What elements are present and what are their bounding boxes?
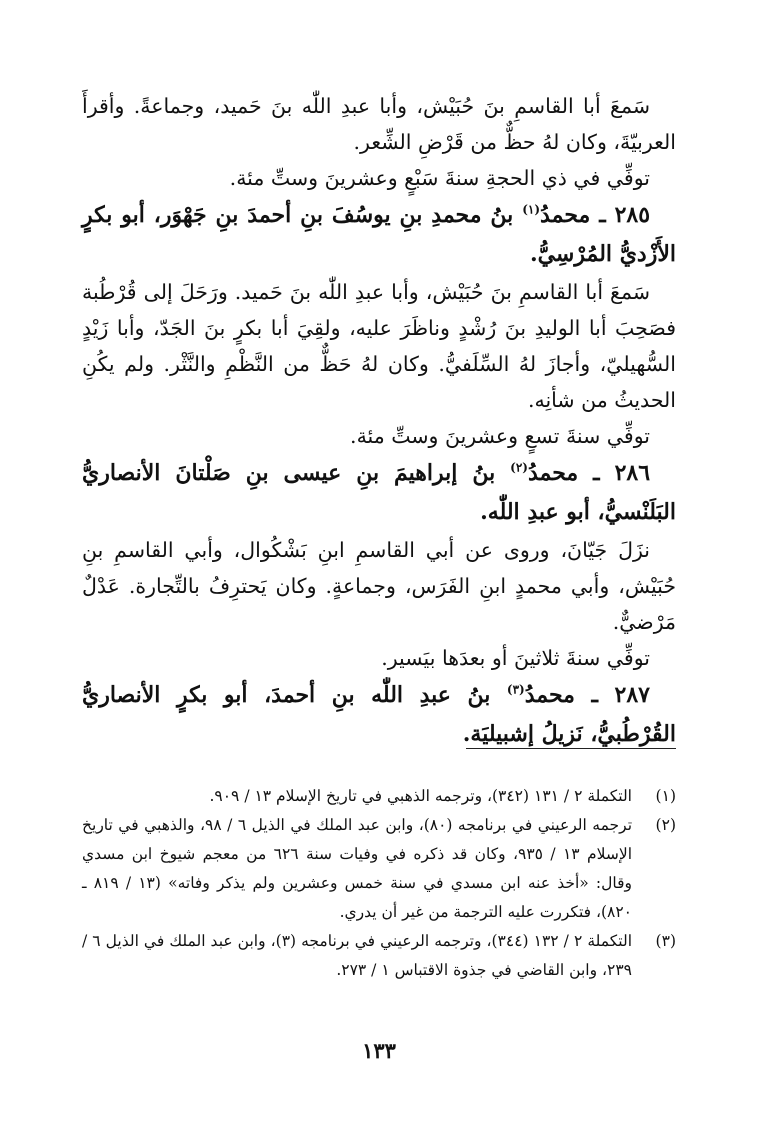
footnote-marker: (٢) — [655, 816, 676, 834]
footnote-text: ترجمه الرعيني في برنامجه (٨٠)، وابن عبد الملك في الذيل ٦ / ٩٨، والذهبي في تاريخ الإسلام ١٣ / ٩٣٥، وكان قد ذكره في وفيات سنة ٦٢٦ من معجم شيوخ ابن مسدي وقال: «أخذ عنه ابن مسدي في سنة خمس وعشرين ولم يذكر وفاته» (١٣ / ٨١٩ ـ ٨٢٠)، فتكررت عليه الترجمة من غير أن يدري. — [82, 816, 633, 921]
footnote-ref[interactable]: (٣) — [506, 682, 525, 697]
footnote-ref[interactable]: (٢) — [510, 460, 528, 475]
entry-heading-285: ٢٨٥ ـ محمدُ$^{(١)}$ بنُ محمدِ بنِ يوسُفَ بنِ أحمدَ بنِ جَهْوَر، أبو بكرٍ الأَزْديُّ المُرْسِيُّ. — [82, 202, 676, 267]
footnote-marker: (١) — [655, 787, 676, 805]
page-number: ١٣٣ — [362, 1038, 396, 1063]
footnote-ref[interactable]: (١) — [522, 202, 541, 217]
entry-heading-286: ٢٨٦ ـ محمدُ$^{(٢)}$ بنُ إبراهيمَ بنِ عيسى بنِ صَلْتانَ الأنصاريُّ البَلَنْسيُّ، أبو عبدِ اللّٰه. — [82, 460, 676, 525]
paragraph: سَمعَ أبا القاسمِ بنَ حُبَيْش، وأبا عبدِ اللّٰه بنَ حَميد. ورَحَلَ إلى قُرْطُبة فصَحِبَ أبا الوليدِ بنَ رُشْدٍ وناظَرَ عليه، ولقِيَ أبا بكرٍ بنَ الجَدّ، وأبا زَيْدٍ السُّهيليّ، وأجازَ لهُ السِّلَفيُّ. وكان لهُ حَظٌّ من النَّظْمِ والنَّثْر. ولم يكُنِ الحديثُ من شأنِه. — [82, 280, 676, 412]
footnotes — [82, 782, 676, 985]
entry-heading-287: ٢٨٧ ـ محمدُ$^{(٣)}$ بنُ عبدِ اللّٰه بنِ أحمدَ، أبو بكرٍ الأنصاريُّ القُرْطُبيُّ، نَزيلُ إشبيليَة. — [82, 682, 676, 747]
paragraph: توفِّي في ذي الحجةِ سنةَ سَبْعٍ وعشرينَ وستِّ مئة. — [229, 166, 650, 190]
paragraph: نزَلَ جَيّانَ، وروى عن أبي القاسمِ ابنِ بَشْكُوال، وأبي القاسمِ بنِ حُبَيْش، وأبي محمدٍ ابنِ الفَرَس، وجماعةٍ. وكان يَحترِفُ بالتِّجارة. عَدْلٌ مَرْضيٌّ. — [82, 538, 676, 634]
paragraph: سَمعَ أبا القاسمِ بنَ حُبَيْش، وأبا عبدِ اللّٰه بنَ حَميد، وجماعةً. وأقرأَ العربيّةَ، وكان لهُ حظٌّ من قَرْضِ الشِّعر. — [82, 94, 676, 154]
main-text — [82, 88, 676, 754]
entry-lineage: بنُ عبدِ اللّٰه بنِ أحمدَ، أبو بكرٍ الأنصاريُّ القُرْطُبيُّ، نَزيلُ إشبيليَة. — [82, 682, 676, 747]
entry-number: ٢٨٧ — [614, 682, 650, 708]
entry-lineage: بنُ محمدِ بنِ يوسُفَ بنِ أحمدَ بنِ جَهْوَر، أبو بكرٍ الأَزْديُّ المُرْسِيُّ. — [82, 202, 676, 267]
paragraph: توفِّي سنةَ ثلاثينَ أو بعدَها بيَسير. — [381, 646, 650, 670]
footnote-text: التكملة ٢ / ١٣١ (٣٤٢)، وترجمه الذهبي في تاريخ الإسلام ١٣ / ٩٠٩. — [209, 787, 632, 805]
entry-name: محمدُ — [540, 202, 591, 228]
entry-number: ٢٨٦ — [614, 460, 651, 486]
paragraph: توفِّي سنةَ تسعٍ وعشرينَ وستِّ مئة. — [350, 424, 650, 448]
footnote — [82, 927, 676, 985]
entry-name: محمدُ — [527, 460, 579, 486]
footnote — [82, 811, 676, 927]
entry-number: ٢٨٥ — [614, 202, 651, 228]
entry-name: محمدُ — [524, 682, 575, 708]
footnote-text: التكملة ٢ / ١٣٢ (٣٤٤)، وترجمه الرعيني في برنامجه (٣)، وابن عبد الملك في الذيل ٦ / ٢٣٩، وابن القاضي في جذوة الاقتباس ١ / ٢٧٣. — [82, 932, 633, 979]
footnote-separator — [466, 748, 676, 749]
entry-lineage: بنُ إبراهيمَ بنِ عيسى بنِ صَلْتانَ الأنصاريُّ البَلَنْسيُّ، أبو عبدِ اللّٰه. — [82, 460, 676, 525]
footnote-marker: (٣) — [655, 932, 676, 950]
footnote — [82, 782, 676, 811]
